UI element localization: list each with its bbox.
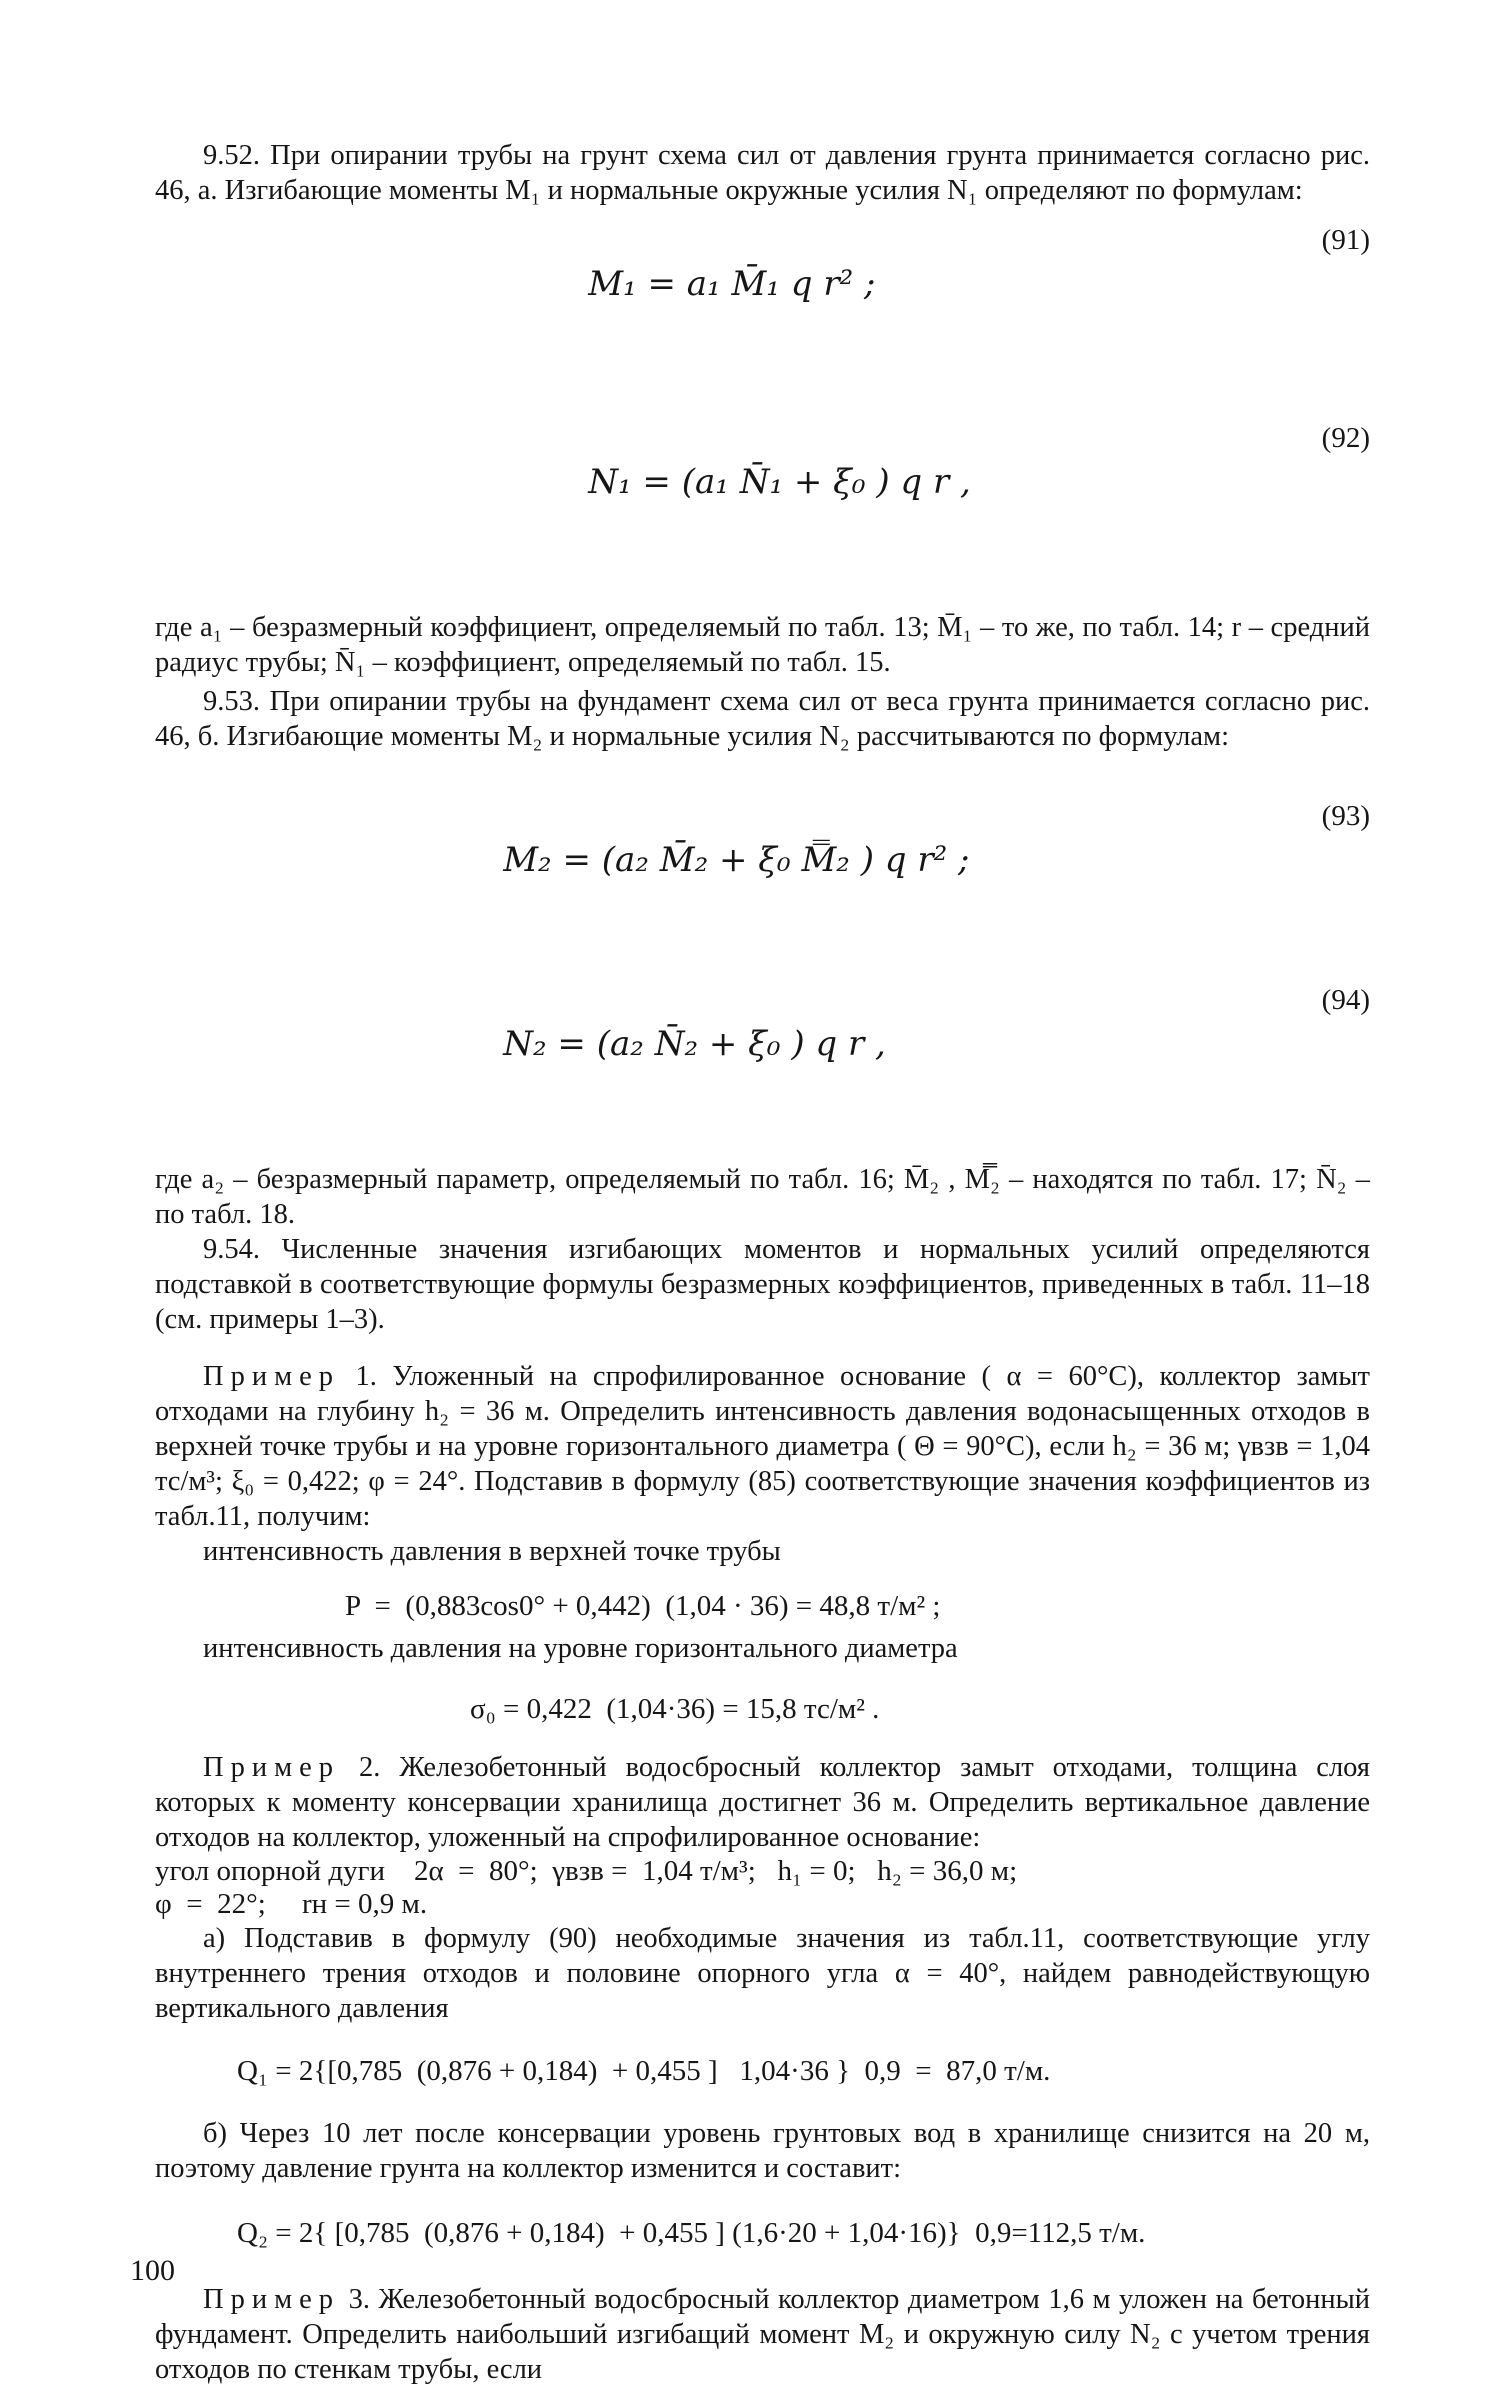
example-1-horizontal-diameter: интенсивность давления на уровне горизонтального диаметра bbox=[203, 1633, 958, 1664]
example-1-text: 1. Уложенный на спрофилированное основание ( α = 60°С), коллектор замыт отходами на глубину h₂ = 36 м. Определить интенсивность давления водонасыщенных отходов в верхней точке трубы и на уровне горизонтального диаметра ( Θ = 90°С), если h₂ = 36 м; γвзв = 1,04 тс/м³; ξ₀ = 0,422; φ = 24°. Подставив в формулу (85) соответствующие значения коэффициентов из табл.11, получим: bbox=[155, 1361, 1371, 1532]
example-2-part-a: а) Подставив в формулу (90) необходимые значения из табл.11, соответствующие углу внутреннего трения отходов и половине опорного угла α = 40°, найдем равнодействующую вертикального давления bbox=[155, 1923, 1370, 2024]
example-1 bbox=[155, 1359, 1370, 1534]
example-2-text: 2. Железобетонный водосбросный коллектор замыт отходами, толщина слоя которых к моменту консервации хранилища достигнет 36 м. Определить вертикальное давление отходов на коллектор, уложенный на спрофилированное основание: bbox=[155, 1752, 1370, 1853]
example-2 bbox=[155, 1750, 1370, 1855]
page-number: 100 bbox=[130, 2254, 175, 2287]
equation-92-number: (92) bbox=[1321, 422, 1370, 454]
example-1-top-point: интенсивность давления в верхней точке трубы bbox=[203, 1536, 781, 1567]
equation-92 bbox=[155, 416, 1370, 592]
paragraph-9-53: 9.53. При опирании трубы на фундамент схема сил от веса грунта принимается согласно рис. 46, б. Изгибающие моменты M₂ и нормальные усилия N₂ рассчитываются по формулам: bbox=[155, 686, 1370, 752]
equation-93-formula: M₂ = (a₂ M̄₂ + ξ₀ M̿₂ ) q r² ; bbox=[503, 840, 970, 880]
equation-94-number: (94) bbox=[1321, 984, 1370, 1016]
equation-92-formula: N₁ = (a₁ N̄₁ + ξ₀ ) q r , bbox=[588, 462, 971, 502]
example-3-label: Пример bbox=[203, 2284, 341, 2315]
paragraph-9-52: 9.52. При опирании трубы на грунт схема сил от давления грунта принимается согласно рис. 46, а. Изгибающие моменты M₁ и нормальные окружные усилия N₁ определяют по формулам: bbox=[155, 140, 1370, 206]
equation-93-number: (93) bbox=[1321, 800, 1370, 832]
example-1-calc-pressure-top: P = (0,883cos0° + 0,442) (1,04 · 36) = 48,8 т/м² ; bbox=[345, 1590, 941, 1622]
example-1-label: Пример bbox=[203, 1361, 341, 1392]
equation-91 bbox=[155, 218, 1370, 394]
equation-94 bbox=[155, 978, 1370, 1154]
page-body bbox=[155, 138, 1370, 2387]
where-clause-2: где a₂ – безразмерный параметр, определяемый по табл. 16; M̄₂ , M̿₂ – находятся по табл. 17; N̄₂ – по табл. 18. bbox=[155, 1164, 1370, 1230]
equation-91-formula: M₁ = a₁ M̄₁ q r² ; bbox=[588, 264, 876, 304]
example-2-params-line-2: φ = 22°; rн = 0,9 м. bbox=[155, 1888, 428, 1920]
example-2-part-b: б) Через 10 лет после консервации уровень грунтовых вод в хранилище снизится на 20 м, поэтому давление грунта на коллектор изменится и составит: bbox=[155, 2118, 1370, 2184]
equation-94-formula: N₂ = (a₂ N̄₂ + ξ₀ ) q r , bbox=[503, 1024, 886, 1064]
example-2-params-line-1: угол опорной дуги 2α = 80°; γвзв = 1,04 т/м³; h₁ = 0; h₂ = 36,0 м; bbox=[155, 1855, 1018, 1887]
example-3 bbox=[155, 2282, 1370, 2387]
equation-93 bbox=[155, 794, 1370, 970]
example-1-calc-pressure-side: σ₀ = 0,422 (1,04·36) = 15,8 тс/м² . bbox=[470, 1693, 880, 1725]
example-2-calc-q1: Q₁ = 2{[0,785 (0,876 + 0,184) + 0,455 ] 1,04·36 } 0,9 = 87,0 т/м. bbox=[237, 2055, 1051, 2087]
where-clause-1: где a₁ – безразмерный коэффициент, определяемый по табл. 13; M̄₁ – то же, по табл. 14; r – средний радиус трубы; N̄₁ – коэффициент, определяемый по табл. 15. bbox=[155, 612, 1370, 678]
example-2-label: Пример bbox=[203, 1752, 341, 1783]
example-2-calc-q2: Q₂ = 2{ [0,785 (0,876 + 0,184) + 0,455 ] (1,6·20 + 1,04·16)} 0,9=112,5 т/м. bbox=[237, 2217, 1146, 2249]
equation-91-number: (91) bbox=[1321, 224, 1370, 256]
example-3-text: 3. Железобетонный водосбросный коллектор диаметром 1,6 м уложен на бетонный фундамент. Определить наибольший изгибащий момент M₂ и окружную силу N₂ с учетом трения отходов по стенкам трубы, если bbox=[155, 2284, 1370, 2385]
paragraph-9-54: 9.54. Численные значения изгибающих моментов и нормальных усилий определяются подставкой в соответствующие формулы безразмерных коэффициентов, приведенных в табл. 11–18 (см. примеры 1–3). bbox=[155, 1234, 1370, 1335]
